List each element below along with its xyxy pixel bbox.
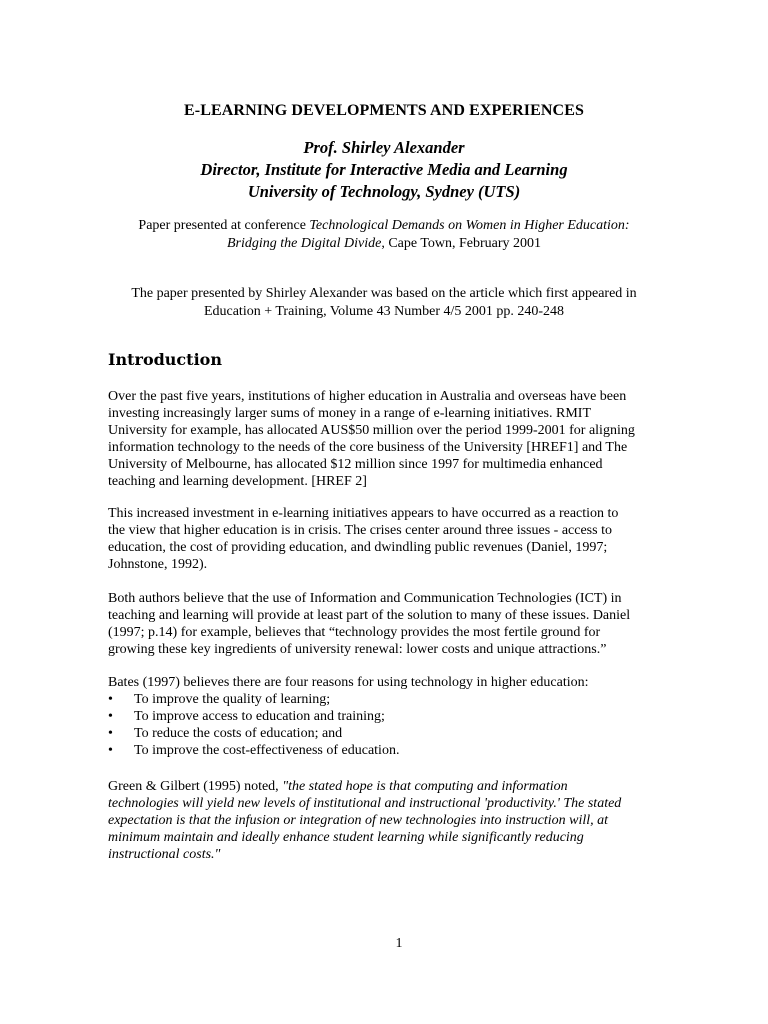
paragraph-line: Both authors believe that the use of Information and Communication Technologies (ICT) in <box>108 591 622 606</box>
paragraph-line: information technology to the needs of the core business of the University [HREF1] and The <box>108 440 628 455</box>
conference-suffix: , Cape Town, February 2001 <box>381 236 542 251</box>
paragraph-line: Over the past five years, institutions of higher education in Australia and overseas have been <box>108 389 627 404</box>
conference-name-line1: Technological Demands on Women in Higher Education: <box>309 218 630 233</box>
conference-name-line2: Bridging the Digital Divide <box>226 236 382 251</box>
article-note-line1: The paper presented by Shirley Alexander was based on the article which first appeared in <box>131 286 637 301</box>
author-name: Prof. Shirley Alexander <box>303 138 465 157</box>
quote-line: expectation is that the infusion or integration of new technologies into instruction will, at <box>108 813 609 828</box>
paragraph-1 <box>108 388 708 490</box>
list-item: • To improve access to education and training; <box>108 709 385 724</box>
paragraph-line: Bates (1997) believes there are four reasons for using technology in higher education: <box>108 675 589 690</box>
paper-title: E-LEARNING DEVELOPMENTS AND EXPERIENCES <box>184 102 584 119</box>
paragraph-line: teaching and learning development. [HREF 2] <box>108 474 367 489</box>
quote-line: instructional costs." <box>108 847 221 862</box>
list-item: • To improve the cost-effectiveness of education. <box>108 743 400 758</box>
paragraph-line: University of Melbourne, has allocated $12 million since 1997 for multimedia enhanced <box>108 457 603 472</box>
article-note-line2: Education + Training, Volume 43 Number 4/5 2001 pp. 240-248 <box>203 304 565 319</box>
paragraph-line: growing these key ingredients of university renewal: lower costs and unique attractions.” <box>108 642 607 657</box>
list-item: • To improve the quality of learning; <box>108 692 331 707</box>
bullet-icon: • <box>108 743 113 758</box>
paragraph-line: This increased investment in e-learning initiatives appears to have occurred as a reaction to <box>108 506 619 521</box>
bullet-icon: • <box>108 709 113 724</box>
author-affiliation: University of Technology, Sydney (UTS) <box>247 182 521 201</box>
paragraph-line: investing increasingly larger sums of money in a range of e-learning initiatives. RMIT <box>108 406 592 421</box>
paragraph-line: Johnstone, 1992). <box>108 557 208 572</box>
section-heading: Introduction <box>108 350 222 369</box>
author-block <box>0 137 768 203</box>
bullet-icon: • <box>108 692 113 707</box>
paragraph-line: the view that higher education is in crisis. The crises center around three issues - access to <box>108 523 612 538</box>
paragraph-3 <box>108 590 708 658</box>
paragraph-line: education, the cost of providing education, and dwindling public revenues (Daniel, 1997; <box>108 540 608 555</box>
quote-line: minimum maintain and ideally enhance student learning while significantly reducing <box>108 830 584 845</box>
bullet-list <box>108 691 708 759</box>
quote-lead: Green & Gilbert (1995) noted, <box>108 779 283 794</box>
paragraph-2 <box>108 505 708 573</box>
author-position: Director, Institute for Interactive Media and Learning <box>200 160 568 179</box>
article-note <box>0 285 768 321</box>
paragraph-5 <box>108 778 708 863</box>
list-item: • To reduce the costs of education; and <box>108 726 343 741</box>
conference-prefix: Paper presented at conference <box>138 218 310 233</box>
paragraph-line: teaching and learning will provide at least part of the solution to many of these issues. Daniel <box>108 608 631 623</box>
quote-line: technologies will yield new levels of institutional and instructional 'productivity.' The stated <box>108 796 622 811</box>
quote-text: "the stated hope is that computing and information <box>282 779 568 794</box>
paragraph-4 <box>108 674 708 759</box>
bullet-icon: • <box>108 726 113 741</box>
page-number: 1 <box>395 936 403 951</box>
conference-note <box>0 217 768 253</box>
paragraph-line: University for example, has allocated AUS$50 million over the period 1999-2001 for aligning <box>108 423 635 438</box>
paragraph-line: (1997; p.14) for example, believes that “technology provides the most fertile ground for <box>108 625 601 640</box>
